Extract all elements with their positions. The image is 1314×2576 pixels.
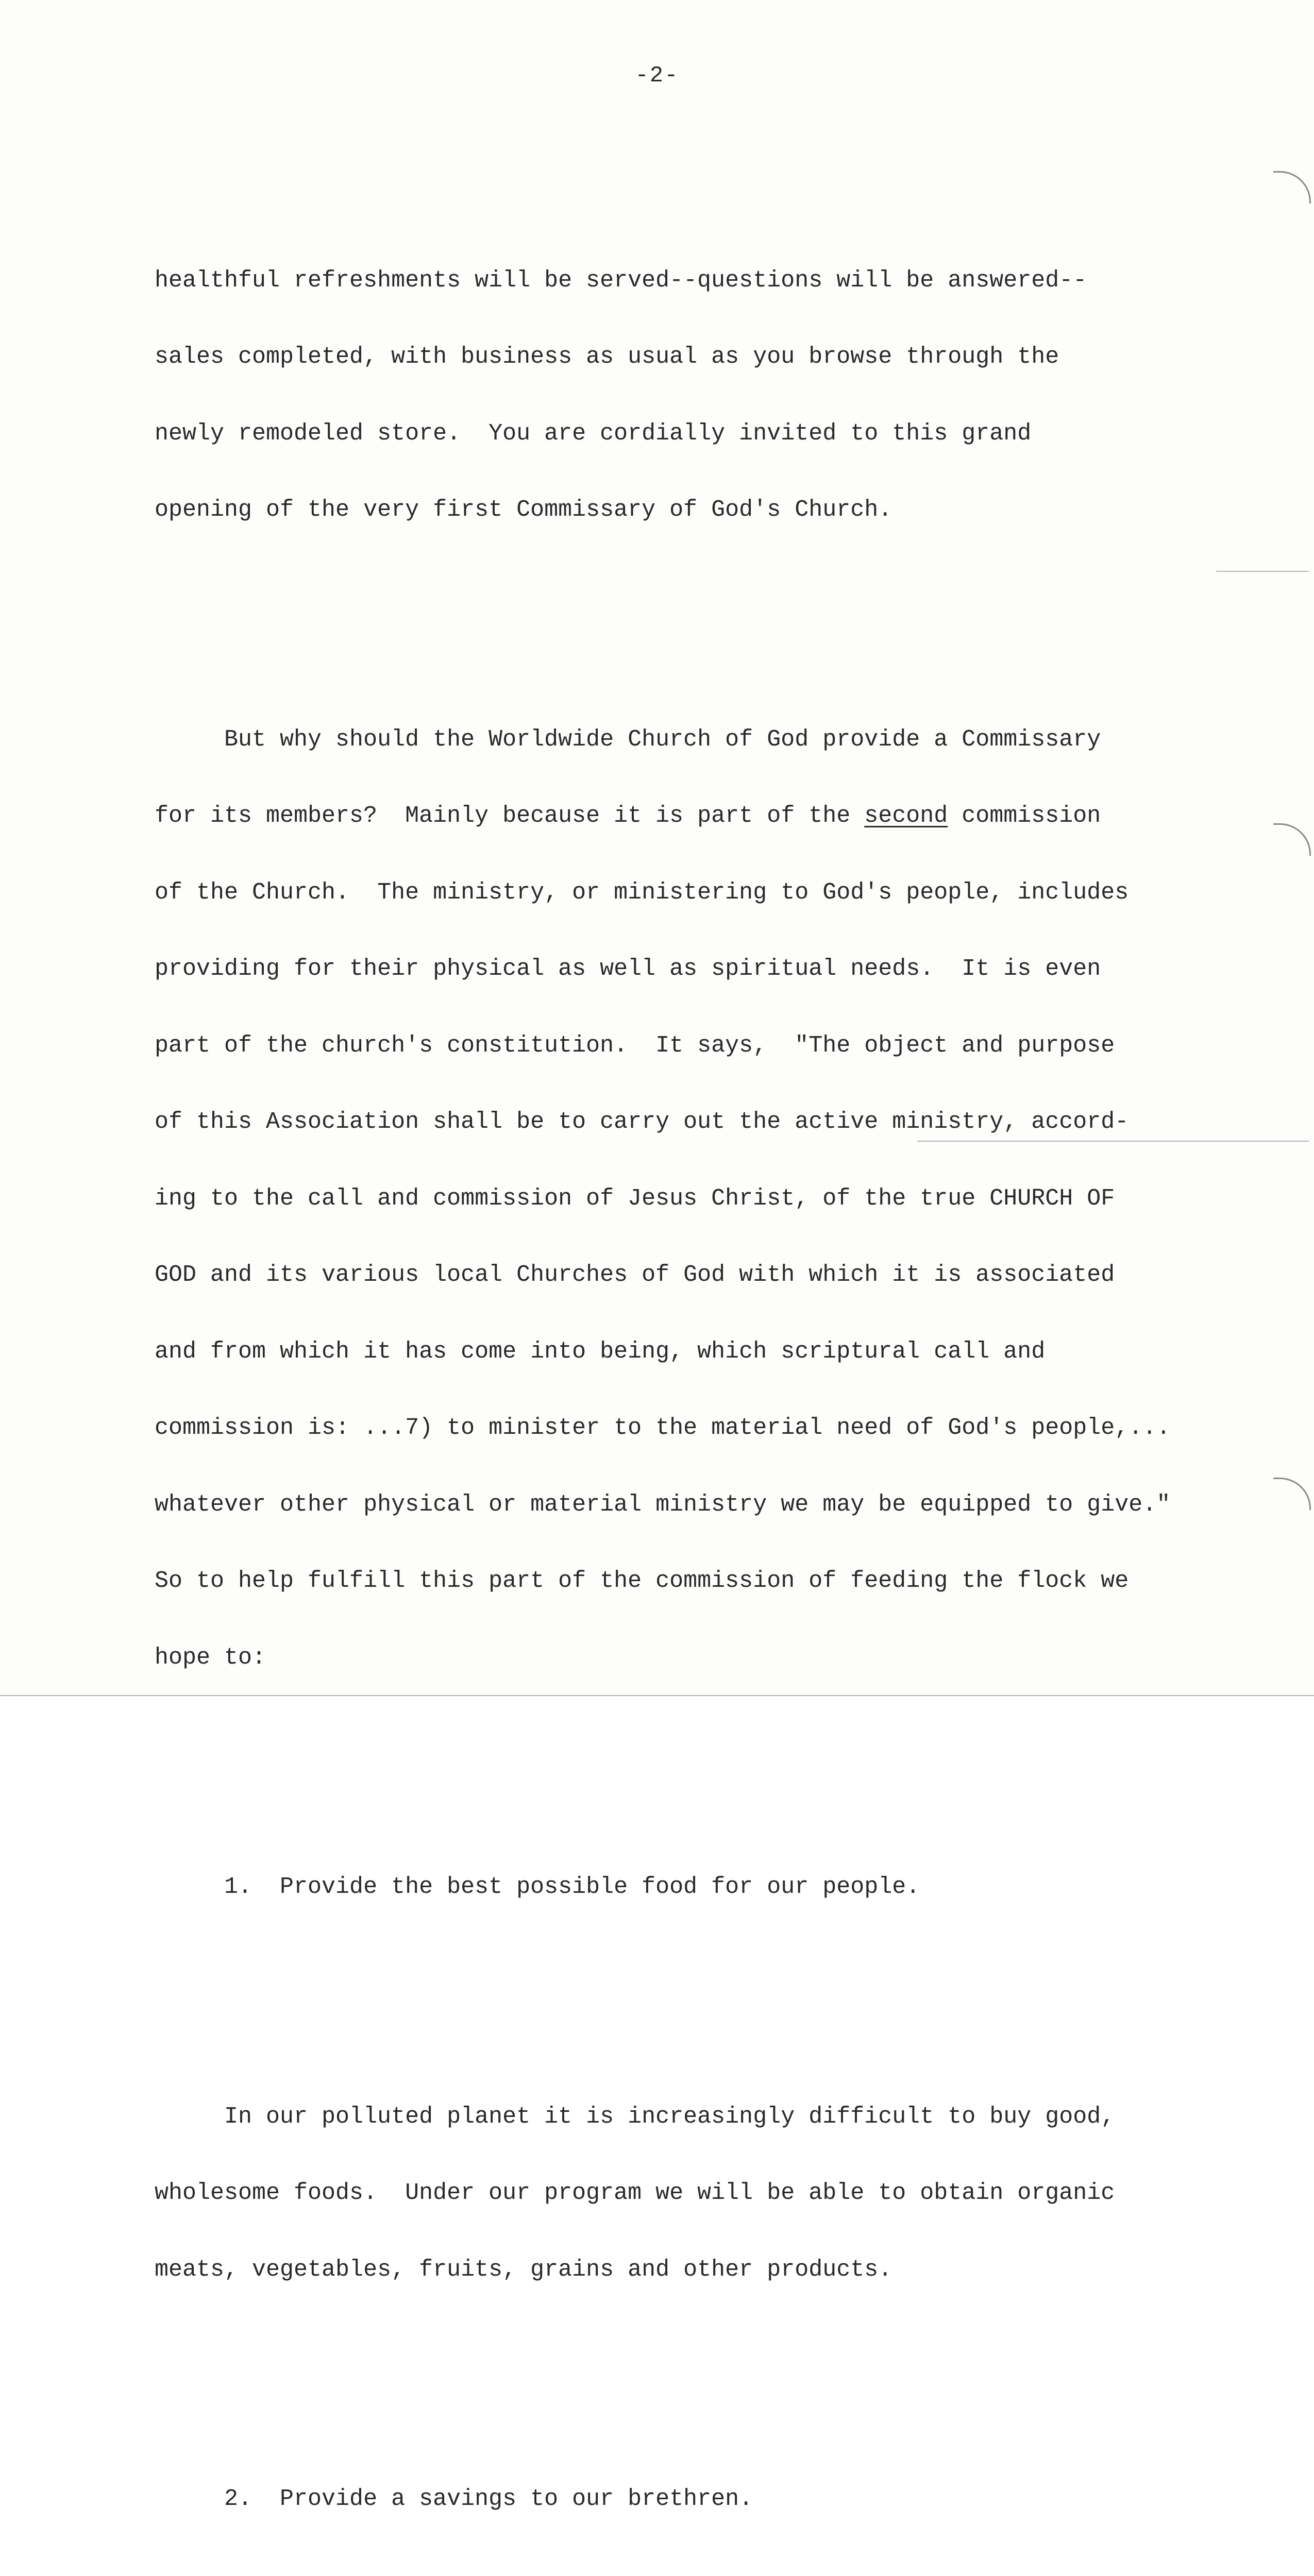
text-line: whatever other physical or material ministry we may be equipped to give." (155, 1491, 1171, 1518)
body-text (155, 140, 1278, 2576)
text-line: part of the church's constitution. It says, "The object and purpose (155, 1032, 1115, 1059)
text-line: meats, vegetables, fruits, grains and other products. (155, 2256, 892, 2283)
text-line: opening of the very first Commissary of God's Church. (155, 497, 892, 523)
text-line: and from which it has come into being, which scriptural call and (155, 1338, 1046, 1365)
scan-artifact-line (0, 1695, 1314, 1696)
text-line: 1. Provide the best possible food for our people. (155, 1874, 920, 1900)
text-line: ing to the call and commission of Jesus Christ, of the true CHURCH OF (155, 1185, 1115, 1212)
binder-hole-mark (1273, 1478, 1311, 1510)
list-item-1 (155, 1823, 1278, 1951)
text-line: commission is: ...7) to minister to the material need of God's people,... (155, 1415, 1171, 1441)
text-line: providing for their physical as well as spiritual needs. It is even (155, 956, 1101, 982)
binder-hole-mark (1273, 823, 1311, 856)
text-line: So to help fulfill this part of the commission of feeding the flock we (155, 1568, 1129, 1594)
paragraph-2 (155, 676, 1278, 1722)
paragraph-1 (155, 217, 1278, 574)
text-line: healthful refreshments will be served--questions will be answered-- (155, 267, 1087, 294)
scan-artifact-line (1216, 571, 1309, 572)
text-line: of this Association shall be to carry out the active ministry, accord- (155, 1109, 1129, 1135)
text-line: But why should the Worldwide Church of God provide a Commissary (155, 726, 1101, 753)
text-line: of the Church. The ministry, or ministering to God's people, includes (155, 879, 1129, 906)
paragraph-3 (155, 2053, 1278, 2334)
text-line: GOD and its various local Churches of God with which it is associated (155, 1262, 1115, 1288)
text-line: newly remodeled store. You are cordially invited to this grand (155, 420, 1032, 447)
scan-artifact-line (917, 1141, 1309, 1142)
binder-hole-mark (1273, 171, 1311, 204)
page-number: -2- (635, 63, 679, 89)
underlined-word: second (864, 803, 948, 829)
text-line: wholesome foods. Under our program we will be able to obtain organic (155, 2180, 1115, 2206)
text-line: hope to: (155, 1644, 266, 1671)
text-line: 2. Provide a savings to our brethren. (155, 2486, 753, 2512)
text-line: In our polluted planet it is increasingly difficult to buy good, (155, 2103, 1115, 2130)
text-line: sales completed, with business as usual as you browse through the (155, 344, 1059, 370)
text-line-with-underline (155, 803, 1278, 829)
text-segment: for its members? Mainly because it is part of the (155, 803, 865, 829)
list-item-2 (155, 2435, 1278, 2563)
text-segment: commission (948, 803, 1101, 829)
